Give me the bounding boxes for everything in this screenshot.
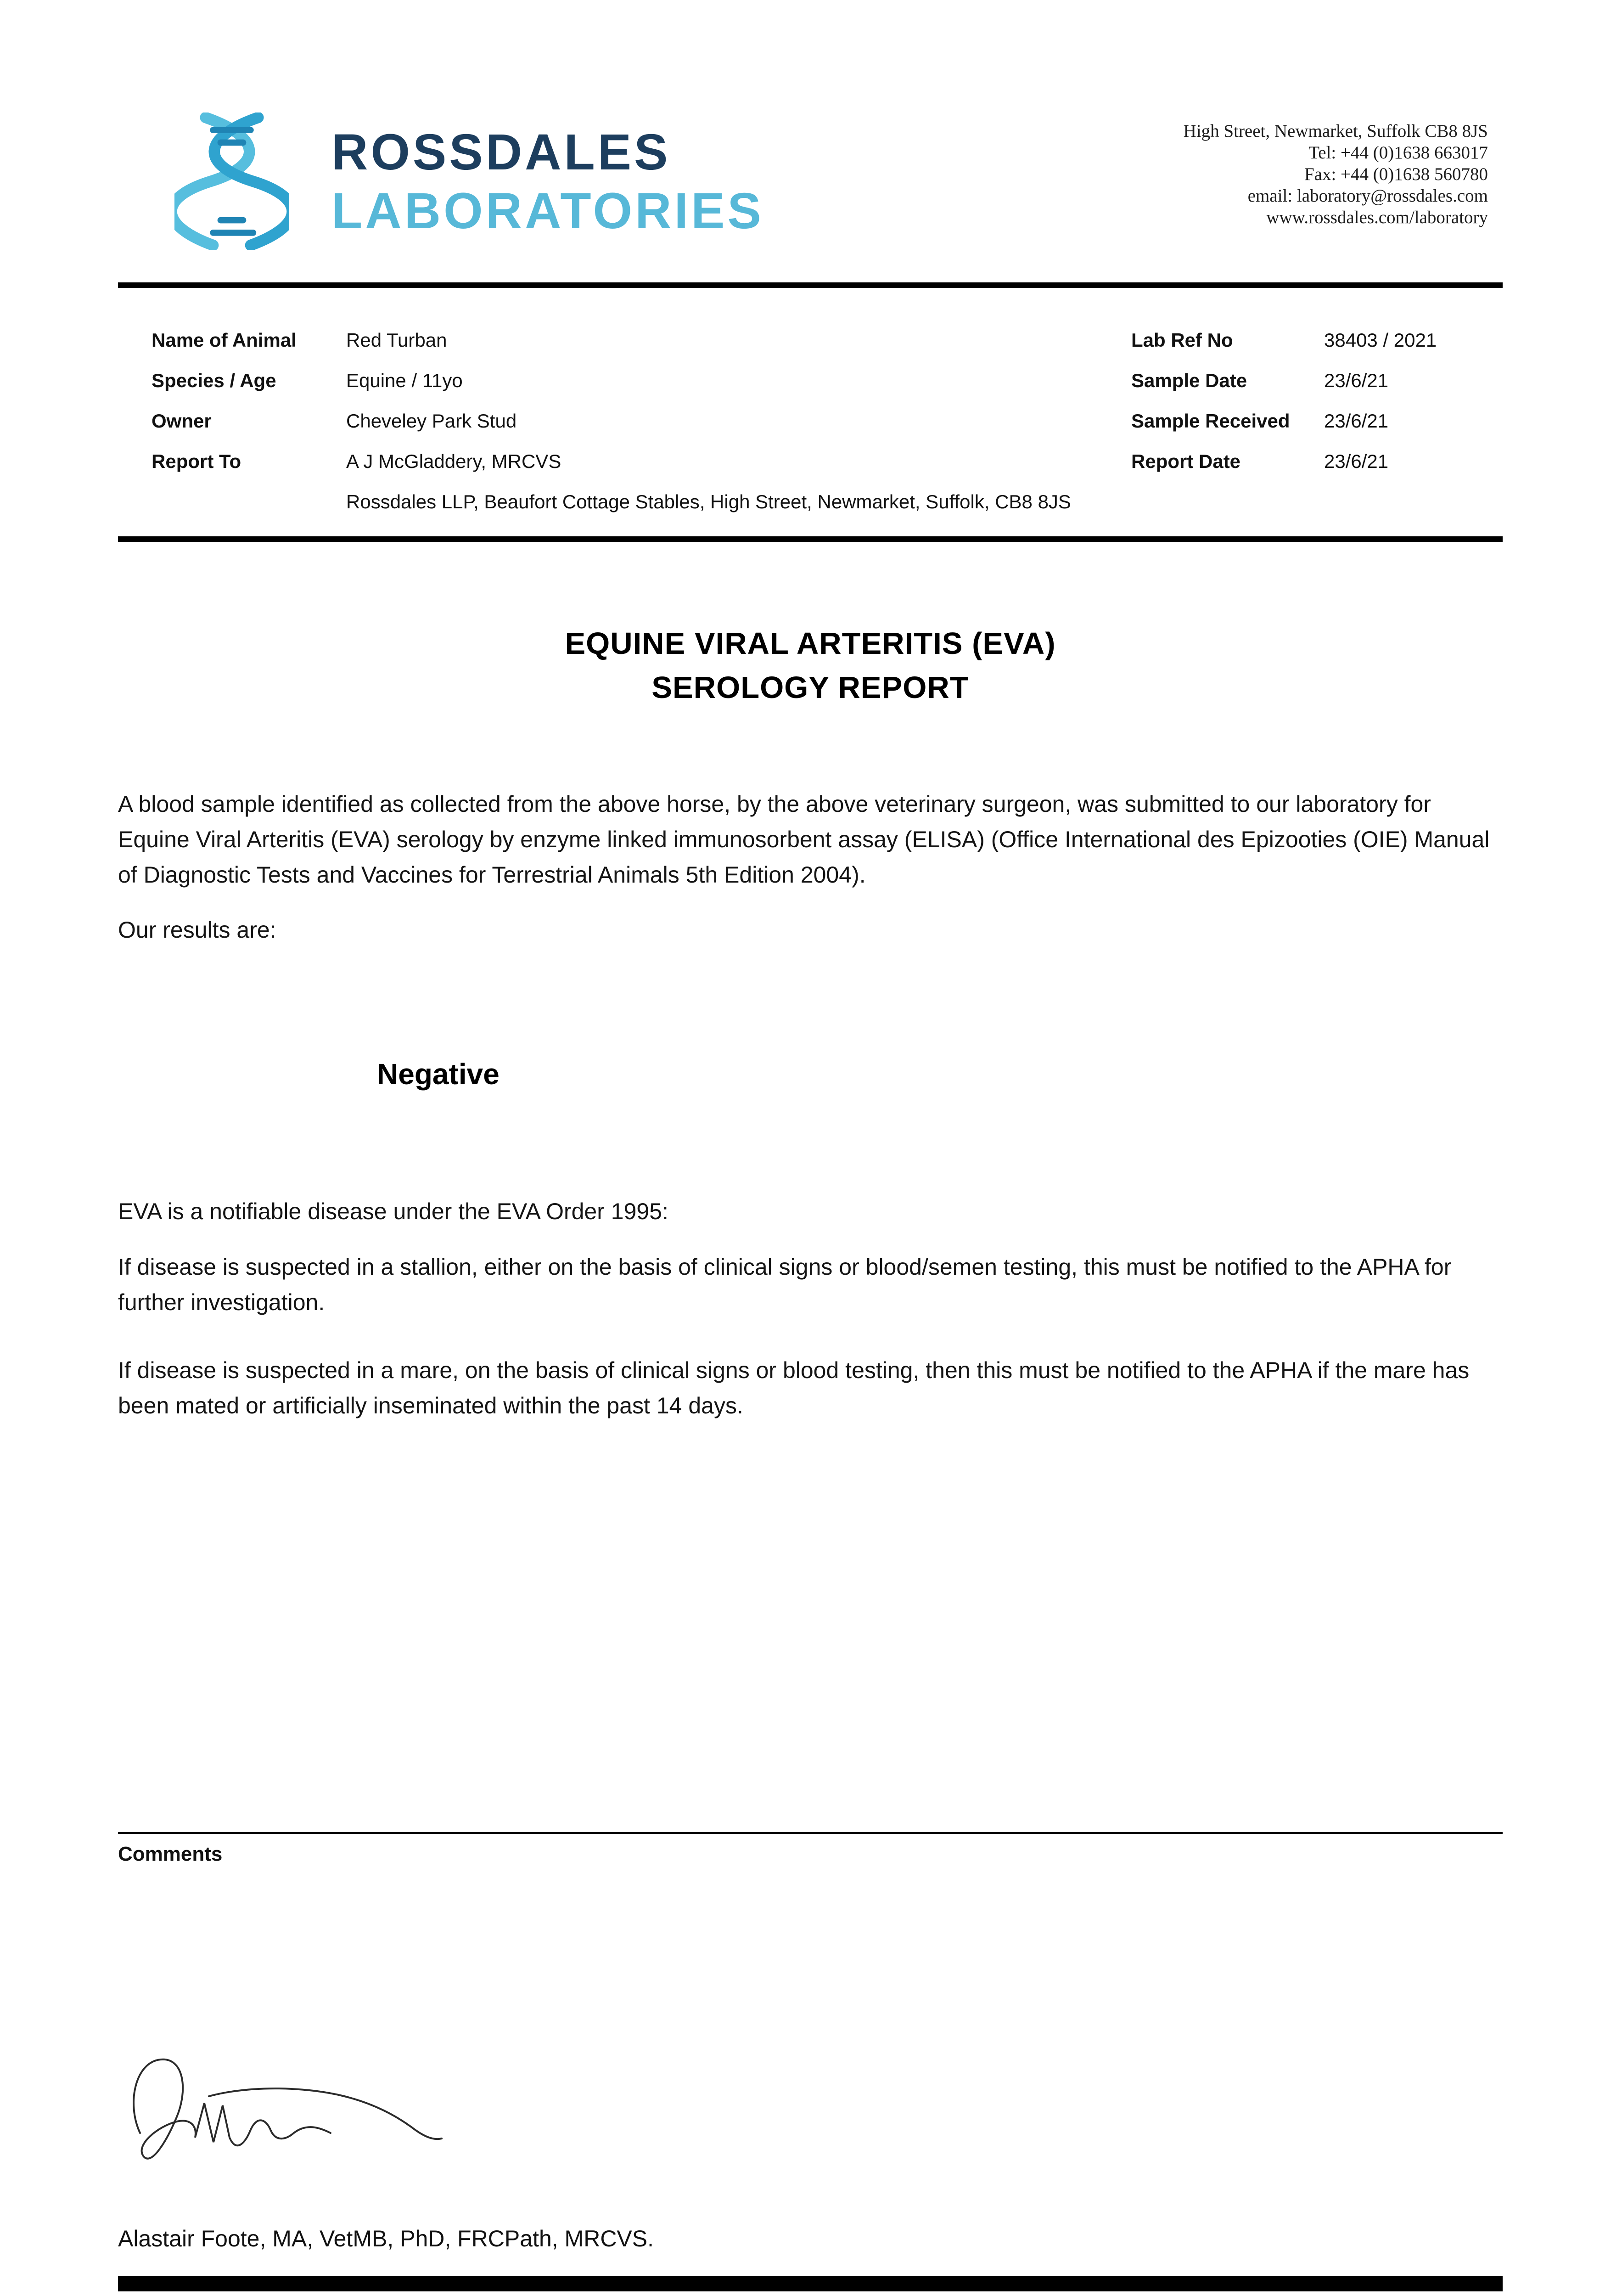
notifiable-statement: EVA is a notifiable disease under the EVA Order 1995: bbox=[118, 1199, 668, 1224]
footer-bar bbox=[118, 2276, 1503, 2291]
contact-address: High Street, Newmarket, Suffolk CB8 8JS bbox=[1183, 121, 1488, 141]
stallion-paragraph: If disease is suspected in a stallion, either on the basis of clinical signs or blood/semen testing, this must be notified to the APHA for further investigation. bbox=[118, 1254, 1452, 1315]
report-body-paragraph: A blood sample identified as collected from the above horse, by the above veterinary surgeon, was submitted to our laboratory for Equine Viral Arteritis (EVA) serology by enzyme linked immunosorbent assay (ELISA) (Office International des Epizooties (OIE) Manual of Diagnostic Tests and Vaccines for Terrestrial Animals 5th Edition 2004). bbox=[118, 791, 1490, 888]
info-value: A J McGladdery, MRCVS bbox=[346, 450, 561, 472]
report-title bbox=[118, 622, 1503, 710]
signature-scribble bbox=[110, 2034, 459, 2186]
animal-info-left bbox=[152, 320, 1071, 522]
report-to-address: Rossdales LLP, Beaufort Cottage Stables, High Street, Newmarket, Suffolk, CB8 8JS bbox=[346, 491, 1071, 512]
mare-paragraph: If disease is suspected in a mare, on the basis of clinical signs or blood testing, then this must be notified to the APHA if the mare has been mated or artificially inseminated within the past 14 days. bbox=[118, 1357, 1470, 1418]
info-value: 23/6/21 bbox=[1324, 410, 1389, 432]
contact-tel: Tel: +44 (0)1638 663017 bbox=[1308, 143, 1488, 163]
contact-email: email: laboratory@rossdales.com bbox=[1247, 186, 1488, 206]
info-value: Red Turban bbox=[346, 329, 447, 351]
contact-block bbox=[1184, 120, 1488, 228]
signatory-name: Alastair Foote, MA, VetMB, PhD, FRCPath, MRCVS. bbox=[118, 2226, 654, 2251]
comments-label: Comments bbox=[118, 1843, 223, 1865]
dna-helix-icon bbox=[174, 113, 289, 250]
results-intro: Our results are: bbox=[118, 917, 276, 943]
sample-info-right bbox=[1131, 320, 1437, 482]
info-label: Name of Animal bbox=[152, 329, 297, 351]
info-label: Report Date bbox=[1131, 450, 1241, 472]
logo-name: ROSSDALES bbox=[331, 124, 671, 180]
info-label: Owner bbox=[152, 410, 212, 432]
info-value: 23/6/21 bbox=[1324, 450, 1389, 472]
result-value: Negative bbox=[377, 1058, 500, 1091]
info-label: Sample Received bbox=[1131, 410, 1290, 432]
info-label: Sample Date bbox=[1131, 370, 1247, 391]
info-value: Equine / 11yo bbox=[346, 370, 463, 391]
info-label: Report To bbox=[152, 450, 241, 472]
logo bbox=[331, 123, 764, 241]
header-rule bbox=[118, 282, 1503, 288]
info-value: 23/6/21 bbox=[1324, 370, 1389, 391]
info-label: Lab Ref No bbox=[1131, 329, 1233, 351]
logo-subname: LABORATORIES bbox=[331, 183, 764, 239]
info-rule bbox=[118, 536, 1503, 542]
info-value: Cheveley Park Stud bbox=[346, 410, 517, 432]
info-value: 38403 / 2021 bbox=[1324, 329, 1437, 351]
info-label: Species / Age bbox=[152, 370, 276, 391]
comments-rule bbox=[118, 1832, 1503, 1834]
contact-website: www.rossdales.com/laboratory bbox=[1266, 208, 1488, 227]
report-title-line2: SEROLOGY REPORT bbox=[651, 670, 969, 705]
report-title-line1: EQUINE VIRAL ARTERITIS (EVA) bbox=[565, 626, 1056, 661]
contact-fax: Fax: +44 (0)1638 560780 bbox=[1304, 164, 1488, 184]
